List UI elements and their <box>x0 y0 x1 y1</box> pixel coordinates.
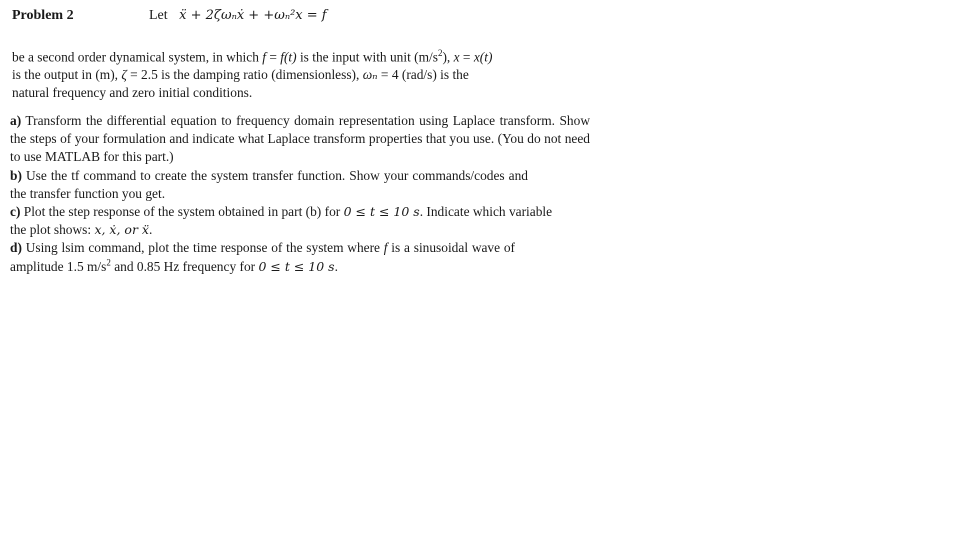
intro-text: = 2.5 is the damping ratio (dimensionless), <box>126 67 363 83</box>
part-a-label: a) <box>10 113 22 128</box>
omega-symbol: ωₙ <box>362 67 378 83</box>
intro-line-2 <box>12 66 602 84</box>
output-function: x(t) <box>473 49 493 65</box>
part-d-text: and 0.85 Hz frequency for <box>110 258 259 274</box>
part-b <box>10 167 528 203</box>
problem-parts <box>10 112 590 276</box>
time-range: 0 ≤ t ≤ 10 s <box>343 204 420 220</box>
part-c-text: Plot the step response of the system obtained in part (b) for <box>20 204 344 220</box>
part-b-label: b) <box>10 167 22 183</box>
part-d-label: d) <box>10 240 22 256</box>
problem-header <box>12 8 612 28</box>
part-d-text: is a sinusoidal wave of amplitude 1.5 m/s <box>10 240 516 274</box>
intro-text: = 4 (rad/s) is the <box>377 67 469 83</box>
exponent: 2 <box>106 257 111 268</box>
part-c-text: . <box>148 222 153 238</box>
part-c <box>10 203 555 239</box>
part-d <box>10 239 515 275</box>
output-symbol: x <box>453 49 460 65</box>
intro-text: is the output in (m), <box>12 67 122 83</box>
variable-options: x, ẋ, or ẍ <box>94 222 149 238</box>
equals-sign: = <box>266 49 281 65</box>
equation-line <box>149 8 327 24</box>
part-c-label: c) <box>10 204 21 220</box>
intro-line-1 <box>12 44 602 66</box>
system-description <box>12 44 602 102</box>
let-label: Let <box>149 8 168 23</box>
part-b-text: Use the tf command to create the system transfer function. Show your commands/codes and the transfer function you get. <box>10 167 528 201</box>
intro-text: be a second order dynamical system, in which <box>12 49 263 65</box>
equals-sign: = <box>459 49 474 65</box>
intro-line-3: natural frequency and zero initial conditions. <box>12 85 253 101</box>
part-d-text: Using lsim command, plot the time response of the system where <box>21 240 384 256</box>
time-range: 0 ≤ t ≤ 10 s <box>258 258 335 274</box>
input-function: f(t) <box>280 49 297 65</box>
intro-text: is the input with unit (m/s <box>296 49 438 65</box>
differential-equation: ẍ + 2ζωₙẋ + +ωₙ²x = f <box>179 8 327 23</box>
intro-text: ), <box>442 49 454 65</box>
input-symbol: f <box>383 240 388 256</box>
part-d-text: . <box>334 258 338 274</box>
part-a <box>10 112 590 167</box>
part-c-text: . Indicate which variable the plot shows: <box>10 204 553 238</box>
input-symbol: f <box>262 49 266 65</box>
zeta-symbol: ζ <box>121 67 127 83</box>
part-a-text: Transform the differential equation to frequency domain representation using Laplace transform. Show the steps of your formulation and indicate what Laplace transform properties that you use. (You do not need to use MATLAB for this part.) <box>10 113 590 165</box>
problem-title: Problem 2 <box>12 8 74 23</box>
exponent: 2 <box>437 48 443 58</box>
